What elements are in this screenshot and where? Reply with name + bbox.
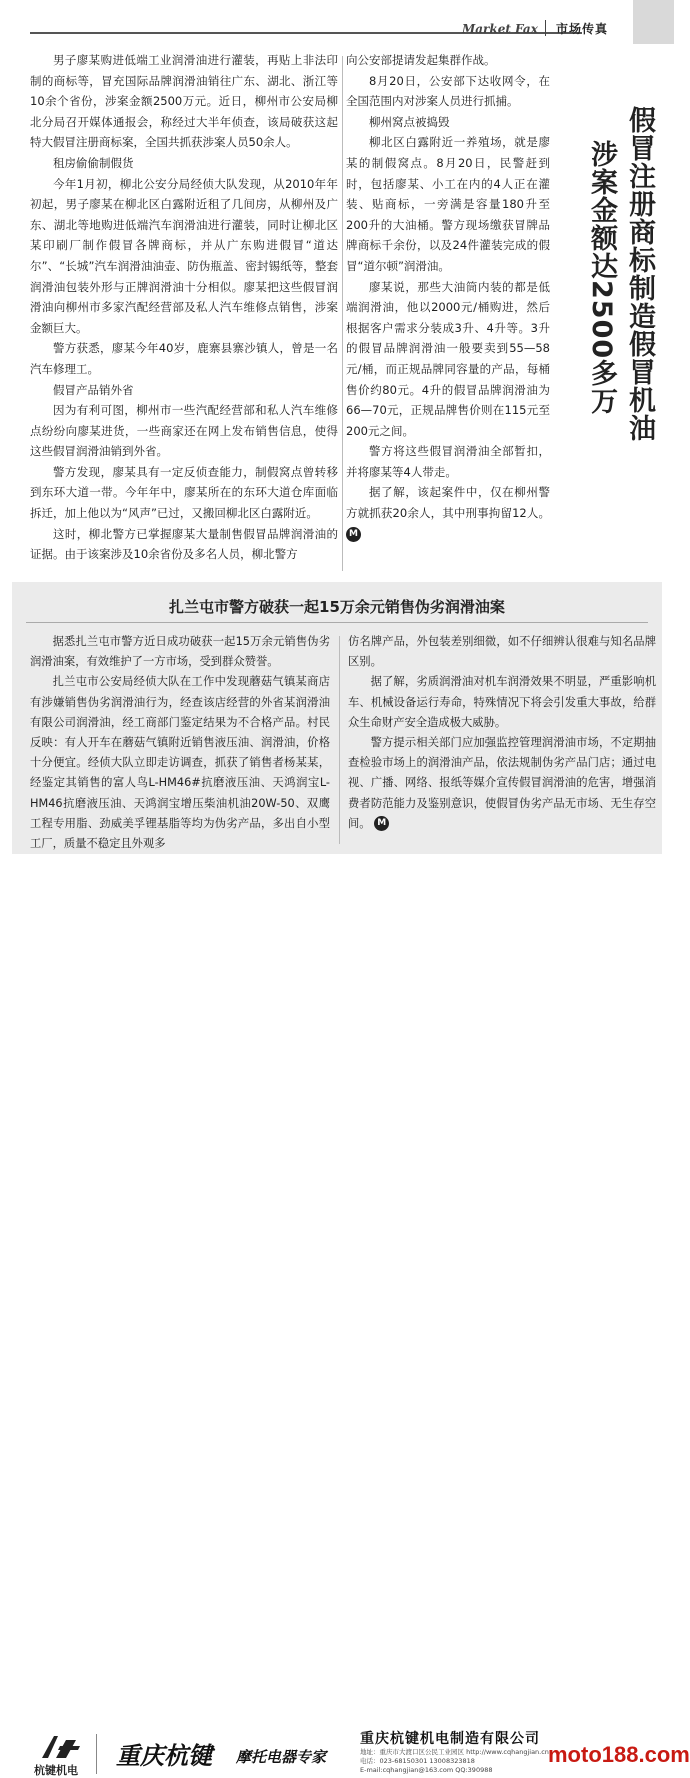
headline-line-1: 假冒注册商标制造假冒机油	[624, 106, 655, 442]
paragraph: 扎兰屯市公安局经侦大队在工作中发现蘑菇气镇某商店有涉嫌销售伪劣润滑油行为，经查该店经营的外省某润滑油有限公司润滑油，经工商部门鉴定结果为不合格产品。村民反映：有人开车在蘑菇气镇附近销售液压油、润滑油，价格十分便宜。经侦大队立即走访调查，抓获了销售者杨某某，经鉴定其销售的富人鸟L-HM46#抗磨液压油、天鸿润宝L-HM46抗磨液压油、天鸿润宝增压柴油机油20W-50、双鹰工程专用脂、劲威美孚锂基脂等均为伪劣产品，多出自小型工厂，质量不稳定且外观多	[30, 675, 330, 851]
footer-divider	[96, 1734, 97, 1774]
paragraph: 男子廖某购进低端工业润滑油进行灌装，再贴上非法印制的商标等，冒充国际品牌润滑油销往广东、湖北、浙江等10余个省份，涉案金额2500万元。近日，柳州市公安局柳北分局召开媒体通报会，称经过大半年侦查，该局破获这起特大假冒注册商标案，全国共抓获涉案人员50余人。	[30, 53, 338, 150]
company-name: 重庆杭键机电制造有限公司	[360, 1731, 540, 1747]
paragraph: 向公安部提请发起集群作战。	[346, 53, 496, 67]
headline-line-2: 涉案金额达2500多万	[586, 140, 617, 416]
article1-column-1	[30, 50, 338, 565]
paragraph: 仿名牌产品，外包装差别细微，如不仔细辨认很难与知名品牌区别。	[348, 635, 656, 669]
paragraph: 警方获悉，廖某今年40岁，鹿寨县寨沙镇人，曾是一名汽车修理工。	[30, 341, 338, 376]
subheading: 柳州窝点被捣毁	[369, 114, 450, 129]
paragraph: 8月20日，公安部下达收网令，在全国范围内对涉案人员进行抓捕。	[346, 73, 550, 109]
site-watermark	[548, 1742, 690, 1768]
hangjian-logo-icon	[36, 1732, 82, 1762]
article2-title: 扎兰屯市警方破获一起15万余元销售伪劣润滑油案	[169, 598, 505, 616]
paragraph-text: 据了解，该起案件中，仅在柳州警方就抓获20余人，其中刑事拘留12人。	[346, 485, 550, 521]
company-email: E-mail:cqhangjian@163.com QQ:390988	[360, 1766, 493, 1774]
article2-column-2	[348, 632, 656, 834]
header-corner-block	[633, 0, 674, 44]
brand-slogan: 摩托电器专家	[236, 1748, 327, 1766]
article2-title-rule	[26, 622, 648, 623]
section-tag: 市场传真	[556, 22, 609, 36]
column-divider	[342, 56, 343, 571]
m-badge-icon: M	[374, 816, 389, 831]
footer-ad	[0, 862, 690, 1777]
article2-column-1	[30, 632, 330, 854]
company-phone: 电话：023-68150301 13008323818	[360, 1757, 475, 1765]
brand-name: 重庆杭键	[116, 1741, 212, 1770]
paragraph: 柳北区白露附近一养殖场，就是廖某的制假窝点。8月20日，民警赶到时，包括廖某、小工在内的4人正在灌装、贴商标，一旁满是容量180升至200升的大油桶。警方现场缴获冒牌品牌商标千余份，以及24件灌装完成的假冒“道尔顿”润滑油。	[346, 135, 550, 273]
article1-column-2	[346, 50, 550, 544]
paragraph: 警方发现，廖某具有一定反侦查能力，制假窝点曾转移到东环大道一带。今年年中，廖某所在的东环大道仓库面临拆迁，加上他以为“风声”已过，又搬回柳北区白露附近。	[30, 464, 338, 521]
paragraph: 因为有利可图，柳州市一些汽配经营部和私人汽车维修点纷纷向廖某进货，一些商家还在网上发布销售信息，使得这些假冒润滑油销到外省。	[30, 403, 338, 459]
subheading: 假冒产品销外省	[53, 382, 134, 397]
paragraph-end	[346, 482, 550, 544]
paragraph: 廖某说，那些大油筒内装的都是低端润滑油，他以2000元/桶购进，然后根据客户需求分装成3升、4升等。3升的假冒品牌润滑油一般要卖到55—58元/桶，而正规品牌同容量的产品，每桶售价约80元。4升的假冒品牌润滑油为66—70元，正规品牌售价则在115元至200元之间。	[346, 279, 550, 438]
brand-small-text: 杭键机电	[34, 1764, 78, 1777]
page-header	[0, 0, 674, 44]
paragraph: 今年1月初，柳北公安分局经侦大队发现，从2010年年初起，男子廖某在柳北区白露附近租了几间房，从柳州及广东、湖北等地购进低端汽车润滑油进行灌装，同时让柳北区某印刷厂制作假冒各牌商标，并从广东购进假冒“道达尔”、“长城”汽车润滑油油壶、防伪瓶盖、密封锡纸等，整套润滑油包装外形与正牌润滑油十分相似。廖某把这些假冒润滑油向柳州市多家汽配经营部及私人汽车维修点销售，涉案金额巨大。	[30, 176, 338, 335]
column-divider	[339, 636, 340, 844]
web-text: http://www.cqhangjian.cn	[466, 1748, 549, 1756]
watermark-text: moto188	[548, 1742, 639, 1767]
market-fax-label: Market Fax	[462, 22, 538, 36]
header-separator	[545, 20, 546, 36]
subheading: 租房偷偷制假货	[53, 155, 134, 170]
paragraph: 这时，柳北警方已掌握廖某大量制售假冒品牌润滑油的证据。由于该案涉及10余省份及多名人员，柳北警方	[30, 526, 338, 562]
paragraph: 据了解，劣质润滑油对机车润滑效果不明显，严重影响机车、机械设备运行寿命，特殊情况下将会引发重大事故，给群众生命财产安全造成极大威胁。	[348, 675, 656, 729]
paragraph: 警方将这些假冒润滑油全部暂扣，并将廖某等4人带走。	[346, 444, 550, 479]
address-text: 地址：重庆市大渡口区公民工业园区	[360, 1748, 464, 1756]
m-badge-icon: M	[346, 527, 361, 542]
watermark-tld: .com	[638, 1742, 690, 1767]
paragraph-end	[348, 733, 656, 834]
paragraph: 据悉扎兰屯市警方近日成功破获一起15万余元销售伪劣润滑油案，有效维护了一方市场，受到群众赞誉。	[30, 635, 330, 669]
paragraph-text: 警方提示相关部门应加强监控管理润滑油市场，不定期抽查检验市场上的润滑油产品，依法规制伪劣产品门店；通过电视、广播、网络、报纸等媒介宣传假冒润滑油的危害，增强消费者防范能力及鉴别意识，使假冒伪劣产品无市场、无生存空间。	[348, 736, 656, 830]
